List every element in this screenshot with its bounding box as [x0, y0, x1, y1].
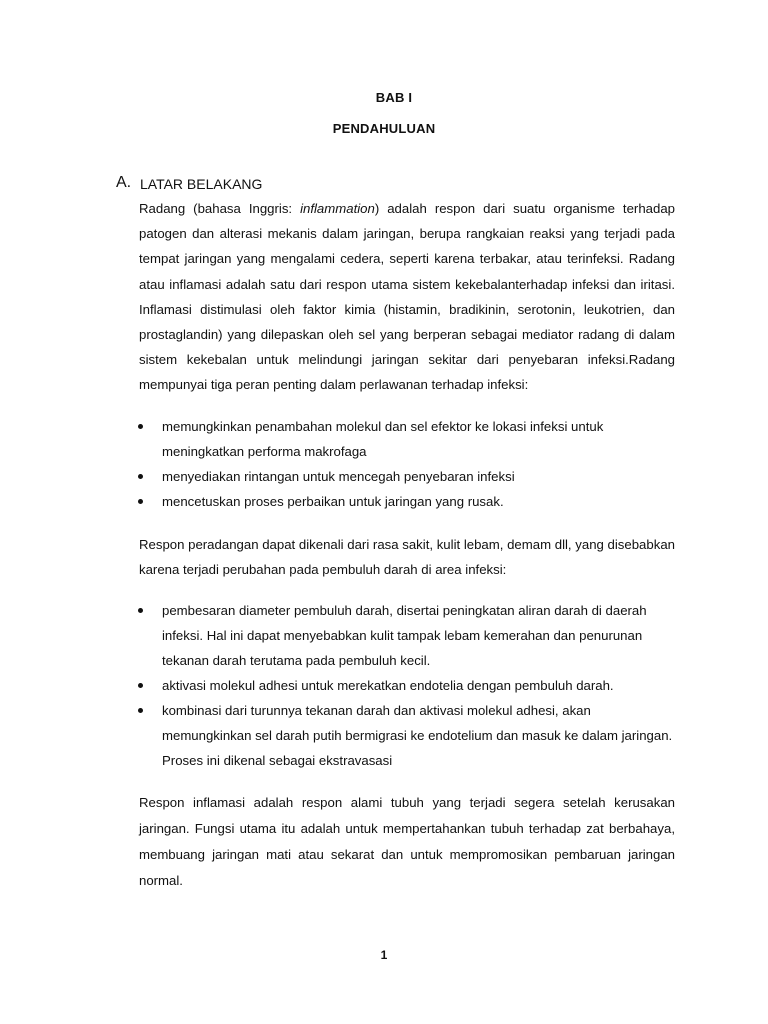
- section-letter: A.: [116, 174, 132, 191]
- paragraph-conclusion: Respon inflamasi adalah respon alami tubuh yang terjadi segera setelah kerusakan jaringan. Fungsi utama itu adalah untuk mempertahankan tubuh terhadap zat berbahaya, membuang jaringan mati atau sekarat dan untuk mempromosikan pembaruan jaringan normal.: [139, 795, 675, 888]
- list-item: [136, 673, 676, 698]
- bullet-icon: [138, 608, 143, 613]
- paragraph-intro-rest: ) adalah respon dari suatu organisme terhadap patogen dan alterasi mekanis dalam jaringan, berupa rangkaian reaksi yang terjadi pada tempat jaringan yang mengalami cedera, seperti karena terbakar, atau terinfeksi. Radang atau inflamasi adalah satu dari respon utama sistem kekebalanterhadap infeksi dan iritasi. Inflamasi distimulasi oleh faktor kimia (histamin, bradikinin, serotonin, leukotrien, dan prostaglandin) yang dilepaskan oleh sel yang berperan sebagai mediator radang di dalam sistem kekebalan untuk melindungi jaringan sekitar dari penyebaran infeksi.Radang mempunyai tiga peran penting dalam perlawanan terhadap infeksi:: [139, 201, 675, 393]
- bullet-icon: [138, 708, 143, 713]
- paragraph-symptoms: Respon peradangan dapat dikenali dari rasa sakit, kulit lebam, demam dll, yang disebabkan karena terjadi perubahan pada pembuluh darah di area infeksi:: [139, 537, 675, 577]
- bullet-icon: [138, 474, 143, 479]
- list-item: [136, 414, 676, 464]
- list-item: [136, 489, 676, 514]
- paragraph-intro: [139, 196, 675, 398]
- list-item-text: mencetuskan proses perbaikan untuk jaringan yang rusak.: [162, 494, 504, 509]
- bullet-icon: [138, 683, 143, 688]
- bullet-icon: [138, 499, 143, 504]
- list-item-text: memungkinkan penambahan molekul dan sel efektor ke lokasi infeksi untuk meningkatkan performa makrofaga: [162, 419, 604, 459]
- chapter-title: PENDAHULUAN: [332, 121, 436, 136]
- list-item: [136, 598, 676, 673]
- bullet-icon: [138, 424, 143, 429]
- page-number: 1: [380, 948, 388, 962]
- list-item-text: kombinasi dari turunnya tekanan darah dan aktivasi molekul adhesi, akan memungkinkan sel darah putih bermigrasi ke endotelium dan masuk ke dalam jaringan. Proses ini dikenal sebagai ekstravasasi: [162, 703, 673, 768]
- list-item-text: pembesaran diameter pembuluh darah, disertai peningkatan aliran darah di daerah infeksi. Hal ini dapat menyebabkan kulit tampak lebam kemerahan dan penurunan tekanan darah terutama pada pembuluh kecil.: [162, 603, 647, 668]
- list-item: [136, 464, 676, 489]
- list-item: [136, 698, 676, 773]
- vascular-changes-list: [136, 598, 676, 773]
- section-title: LATAR BELAKANG: [140, 176, 263, 192]
- list-item-text: aktivasi molekul adhesi untuk merekatkan endotelia dengan pembuluh darah.: [162, 678, 614, 693]
- roles-list: [136, 414, 676, 514]
- paragraph-intro-italic-term: inflammation: [300, 201, 375, 216]
- chapter-heading: BAB I: [375, 90, 413, 105]
- list-item-text: menyediakan rintangan untuk mencegah penyebaran infeksi: [162, 469, 515, 484]
- paragraph-intro-start: Radang (bahasa Inggris:: [139, 201, 301, 216]
